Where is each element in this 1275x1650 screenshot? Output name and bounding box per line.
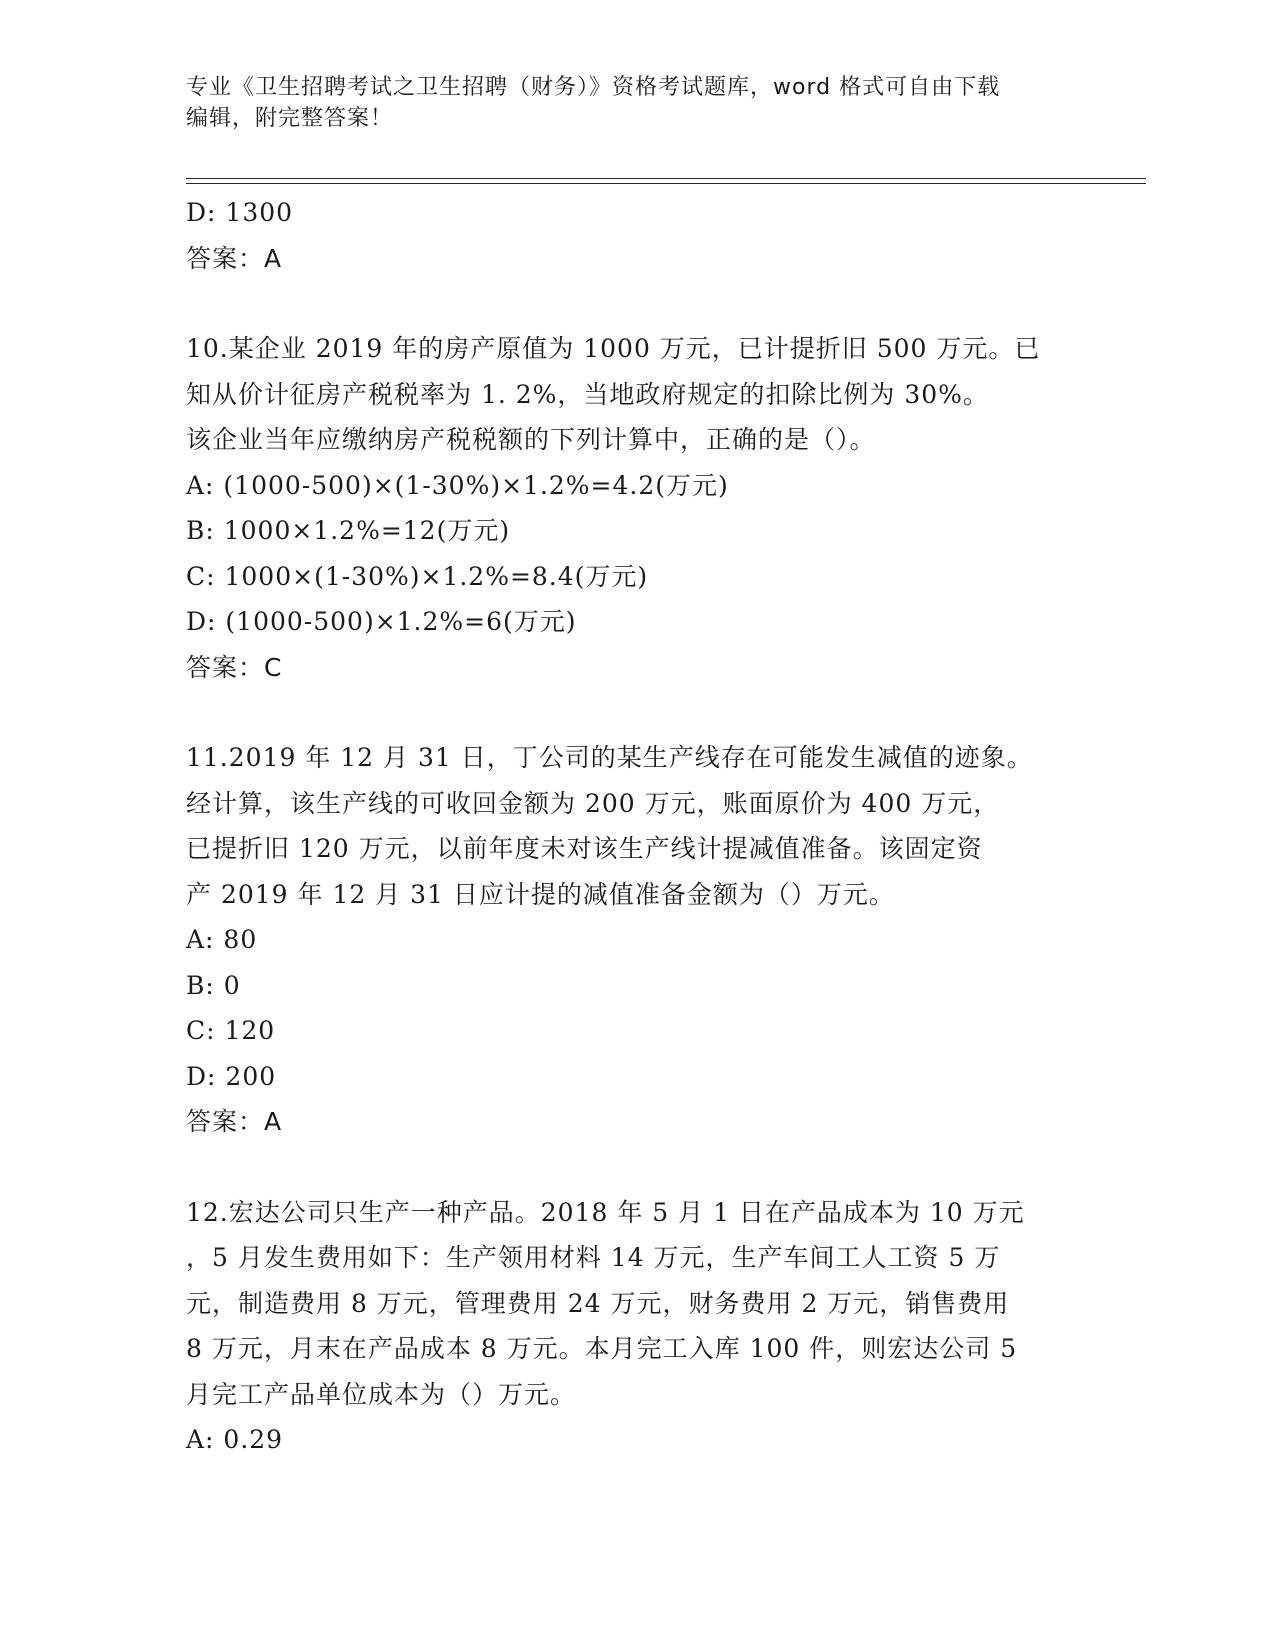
answer-label: 答案：C [186,652,283,682]
question-stem-line: 该企业当年应缴纳房产税税额的下列计算中，正确的是（）。 [186,425,876,454]
question-stem-line: 元，制造费用 8 万元，管理费用 24 万元，财务费用 2 万元，销售费用 [186,1288,1010,1318]
document-header [186,72,1086,134]
spacer [186,281,1086,326]
answer-label: 答案：A [186,1107,283,1136]
option-b: B: 0 [186,970,241,1000]
header-line-2: 编辑，附完整答案！ [186,106,394,131]
header-line-1: 专业《卫生招聘考试之卫生招聘（财务）》资格考试题库，word 格式可自由下载 [186,75,1001,100]
option-d: D: 200 [186,1061,277,1091]
spacer [186,690,1086,735]
option-d: D: 1300 [186,198,294,227]
question-stem-line: 月完工产品单位成本为（）万元。 [186,1379,577,1409]
document-body [186,190,1086,1463]
option-d: D: (1000-500)×1.2%=6(万元) [186,607,577,636]
option-a: A: 0.29 [186,1425,284,1454]
option-c: C: 120 [186,1016,276,1045]
question-stem-line: ，5 月发生费用如下：生产领用材料 14 万元，生产车间工人工资 5 万 [186,1243,1001,1272]
option-b: B: 1000×1.2%=12(万元) [186,516,511,545]
header-divider-bottom [186,183,1146,184]
question-10 [186,326,1086,690]
header-divider-top [186,178,1146,179]
question-stem-line: 知从价计征房产税税率为 1. 2%，当地政府规定的扣除比例为 30%。 [186,379,989,409]
question-11 [186,735,1086,1145]
question-stem-line: 产 2019 年 12 月 31 日应计提的减值准备金额为（）万元。 [186,879,895,909]
question-stem-line: 12.宏达公司只生产一种产品。2018 年 5 月 1 日在产品成本为 10 万元 [186,1197,1025,1227]
answer-label: 答案：A [186,243,283,273]
spacer [186,1145,1086,1190]
question-stem-line: 11.2019 年 12 月 31 日，丁公司的某生产线存在可能发生减值的迹象。 [186,743,1033,772]
question-stem-line: 经计算，该生产线的可收回金额为 200 万元，账面原价为 400 万元， [186,788,1000,818]
question-12 [186,1190,1086,1463]
question-stem-line: 10.某企业 2019 年的房产原值为 1000 万元，已计提折旧 500 万元。已 [186,334,1041,363]
previous-question [186,190,1086,281]
option-a: A: (1000-500)×(1-30%)×1.2%=4.2(万元) [186,470,729,500]
option-c: C: 1000×(1-30%)×1.2%=8.4(万元) [186,561,649,591]
question-stem-line: 8 万元，月末在产品成本 8 万元。本月完工入库 100 件，则宏达公司 5 [186,1334,1018,1363]
question-stem-line: 已提折旧 120 万元，以前年度未对该生产线计提减值准备。该固定资 [186,834,983,863]
option-a: A: 80 [186,925,258,954]
